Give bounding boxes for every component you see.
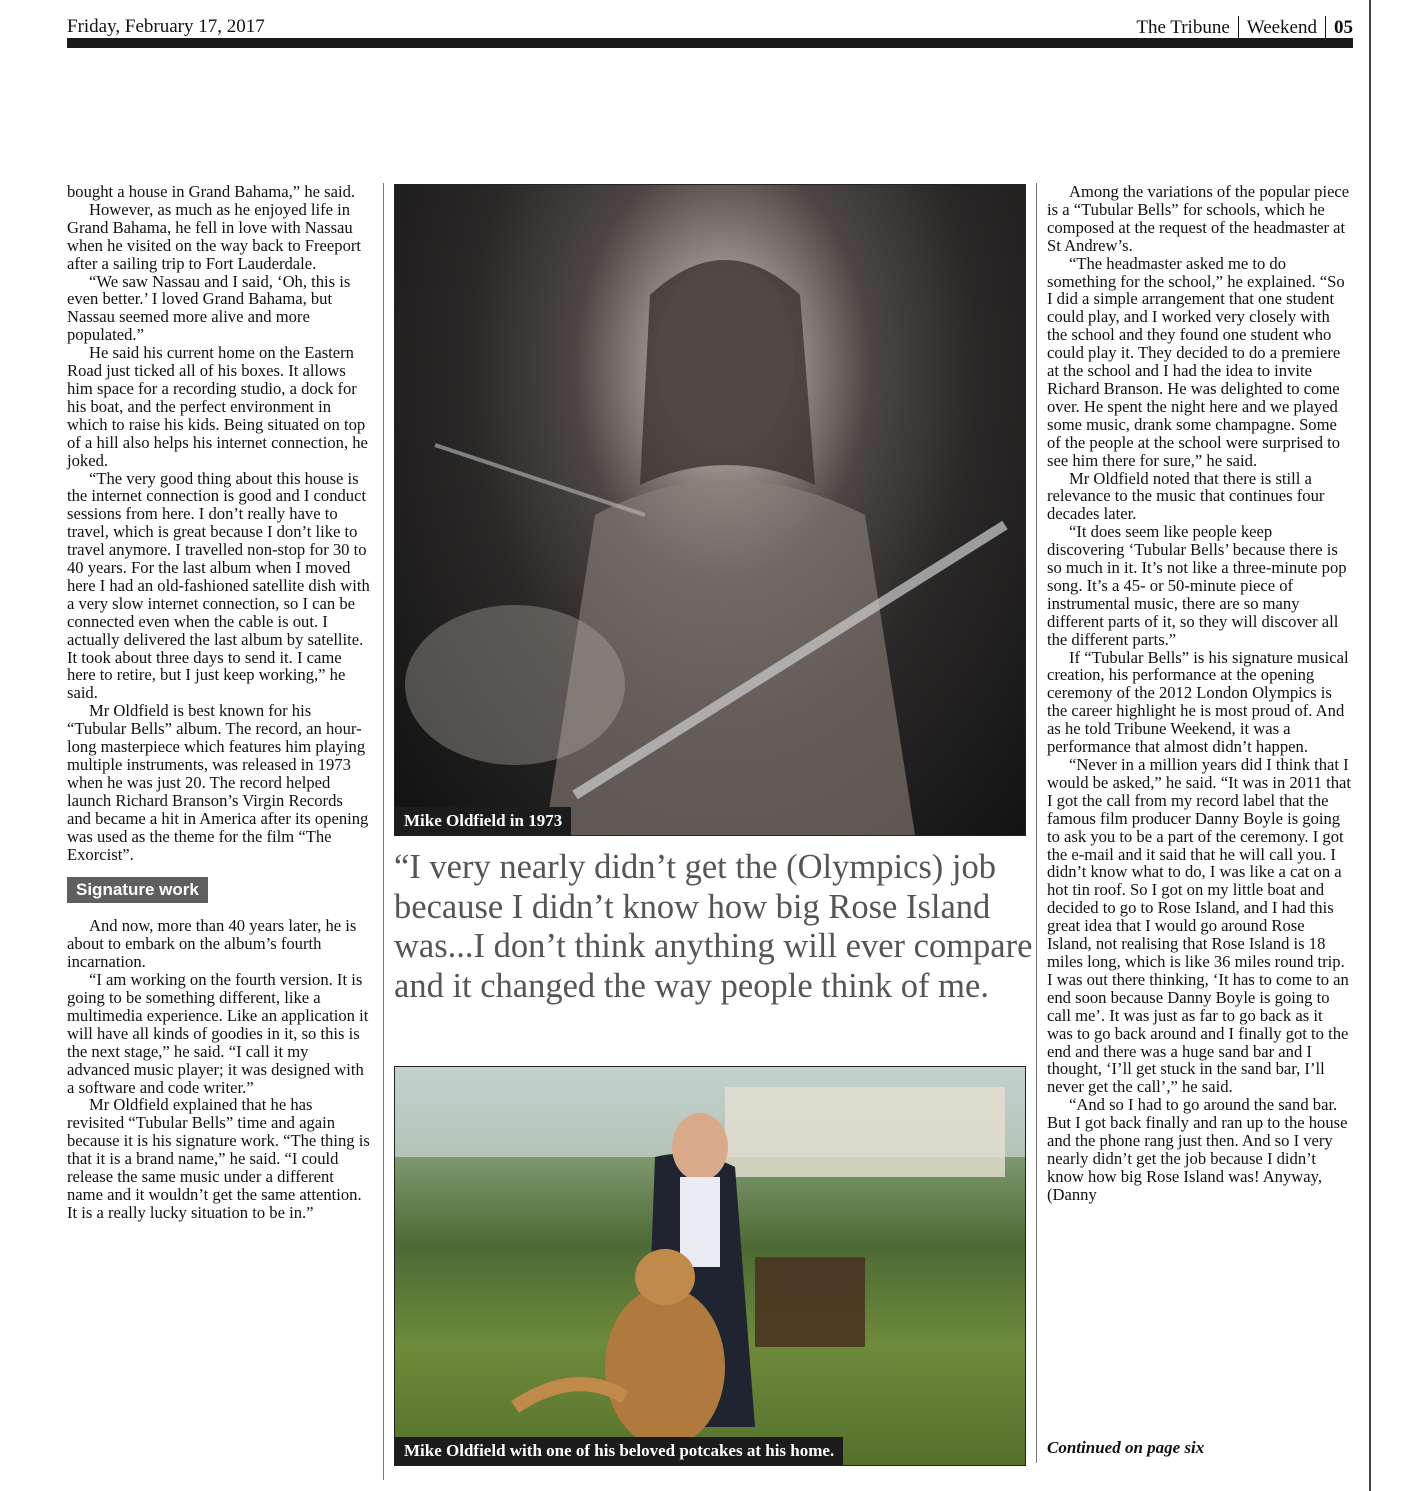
paragraph: “We saw Nassau and I said, ‘Oh, this is even better.’ I loved Grand Bahama, but Nassau seemed more alive and more populated.” [67,271,351,345]
paragraph: Mr Oldfield is best known for his “Tubular Bells” album. The record, an hour-long masterpiece which features him playing multiple instruments, was released in 1973 when he was just 20. The record helped launch Richard Branson’s Virgin Records and became a hit in America after its opening was used as the theme for the film “The Exorcist”. [67,701,369,864]
header-rule [67,38,1353,48]
photo-illustration [395,1067,1025,1465]
photo-oldfield-1973 [394,184,1026,836]
column-divider [1036,183,1037,1463]
paragraph: “It does seem like people keep discovering ‘Tubular Bells’ because there is so much in it. It’s not like a three-minute pop song. It’s a 45- or 50-minute piece of instrumental music, there are so many different parts of it, so they will discover all the different parts.” [1047,522,1347,649]
page-edge-line [1369,0,1371,1491]
paragraph: And now, more than 40 years later, he is about to embark on the album’s fourth incarnation. [67,916,357,972]
header-divider [1325,16,1326,40]
paragraph: If “Tubular Bells” is his signature musical creation, his performance at the opening ceremony of the 2012 London Olympics is the career highlight he is most proud of. And as he told Tribune Weekend, it was a performance that almost didn’t happen. [1047,647,1349,757]
pull-quote: “I very nearly didn’t get the (Olympics) job because I didn’t know how big Rose Island was...I don’t think anything will ever compare and it changed the way people think of me. [394,848,1033,1005]
page-header [67,12,1353,38]
paragraph: Mr Oldfield noted that there is still a relevance to the music that continues four decades later. [1047,468,1325,524]
page-number: 05 [1334,17,1353,38]
paragraph: “And so I had to go around the sand bar. But I got back finally and ran up to the house and the phone rang just then. And so I very nearly didn’t get the job because I didn’t know how big Rose Island was! Anyway, (Danny [1047,1095,1348,1204]
column-divider [383,183,384,1480]
photo-caption: Mike Oldfield with one of his beloved potcakes at his home. [395,1437,843,1465]
subheading: Signature work [67,877,208,903]
header-divider [1238,16,1239,40]
continued-notice: Continued on page six [1047,1438,1205,1457]
header-right [1136,16,1353,40]
paragraph: “The very good thing about this house is the internet connection is good and I conduct sessions from here. I don’t really have to travel, which is great because I don’t like to travel anymore. I travelled non-stop for 30 to 40 years. For the last album when I moved here I had an old-fashioned satellite dish with a very slow internet connection, so I can be connected even when the cable is out. I actually delivered the last album by satellite. It took about three days to send it. I came here to retire, but I just keep working,” he said. [67,468,370,703]
paragraph: bought a house in Grand Bahama,” he said. [67,182,356,201]
paragraph: However, as much as he enjoyed life in Grand Bahama, he fell in love with Nassau when he visited on the way back to Freeport after a sailing trip to Fort Lauderdale. [67,199,361,273]
paragraph: “I am working on the fourth version. It is going to be something different, like a multimedia experience. Like an application it will have all kinds of goodies in it, so this is the next stage,” he said. “I call it my advanced music player; it was designed with a software and code writer.” [67,970,369,1097]
section-name: Weekend [1246,17,1317,38]
issue-date: Friday, February 17, 2017 [67,16,265,37]
paper-name: The Tribune [1136,17,1230,38]
paragraph: “The headmaster asked me to do something for the school,” he explained. “So I did a simple arrangement that one student could play, and I worked very closely with the school and they found one student who could play it. They decided to do a premiere at the school and I had the idea to invite Richard Branson. He was delighted to come over. He spent the night here and we played some music, drank some champagne. Some of the people at the school were surprised to see him there for sure,” he said. [1047,253,1345,470]
paragraph: Mr Oldfield explained that he has revisited “Tubular Bells” time and again because it is his signature work. “The thing is that it is a brand name,” he said. “I could release the same music under a different name and it wouldn’t get the same attention. It is a really lucky situation to be in.” [67,1095,370,1222]
paragraph: “Never in a million years did I think that I would be asked,” he said. “It was in 2011 that I got the call from my record label that the famous film producer Danny Boyle is going to ask you to be a part of the ceremony. I got the e-mail and it said that he will call you. I didn’t know what to do, I was like a cat on a hot tin roof. So I got on my little boat and decided to go to Rose Island, and I had this great idea that I would go around Rose Island, not realising that Rose Island is 18 miles long, which is like 36 miles round trip. I was out there thinking, ‘It has to come to an end soon because Danny Boyle is going to call me’. It was just as far to go back as it was to go back around and I finally got to the end and there was a huge sand bar and I thought, ‘I’ll get stuck in the sand bar, I’ll never get the call’,” he said. [1047,755,1351,1097]
paragraph: Among the variations of the popular piece is a “Tubular Bells” for schools, which he composed at the request of the headmaster at St Andrew’s. [1047,182,1350,255]
photo-illustration [395,185,1025,835]
photo-oldfield-with-dog [394,1066,1026,1466]
photo-caption: Mike Oldfield in 1973 [395,807,571,835]
paragraph: He said his current home on the Eastern Road just ticked all of his boxes. It allows him space for a recording studio, a dock for his boat, and the perfect environment in which to raise his kids. Being situated on top of a hill also helps his internet connection, he joked. [67,343,368,470]
article-column-right [1047,183,1352,1204]
article-column-left [67,183,370,1222]
